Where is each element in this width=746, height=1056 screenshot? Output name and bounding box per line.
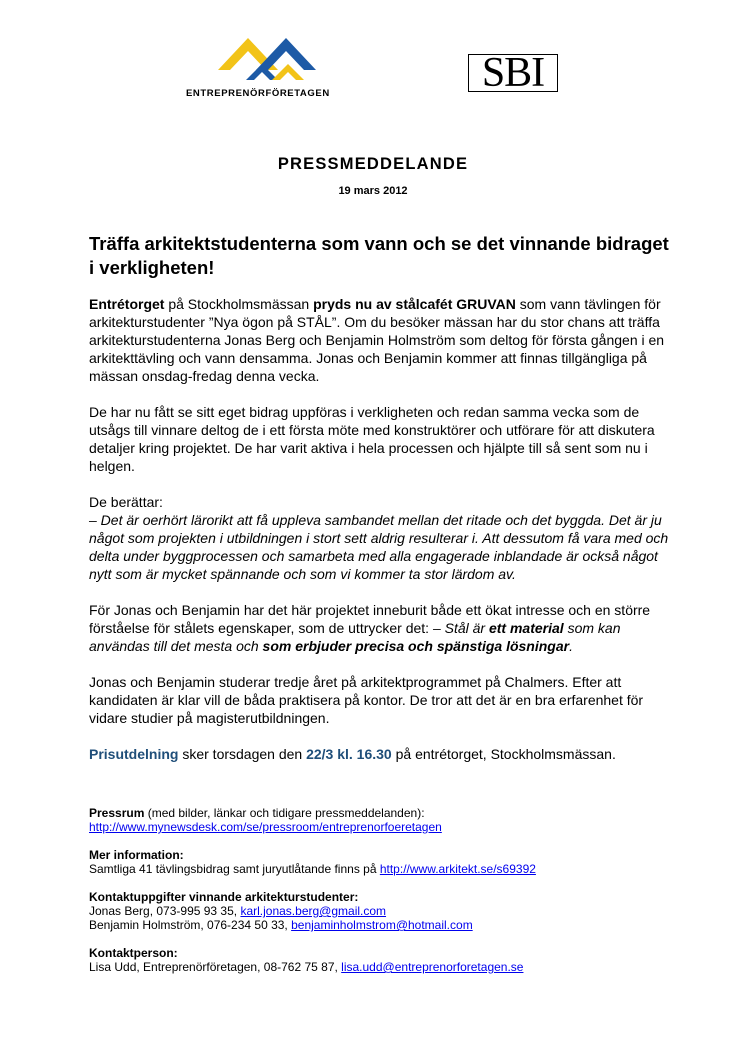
mer-information-label: Mer information: xyxy=(89,848,184,862)
arkitekt-link[interactable]: http://www.arkitekt.se/s69392 xyxy=(379,862,536,876)
prisutdelning-label: Prisutdelning xyxy=(89,746,179,762)
paragraph-6 xyxy=(89,745,669,763)
jonas-contact-text: Jonas Berg, 073-995 93 35, xyxy=(89,904,241,918)
quote-italic: – Stål är xyxy=(432,620,489,636)
quote-italic: . xyxy=(569,638,573,654)
document-type: PRESSMEDDELANDE xyxy=(277,155,469,173)
entreprenorforetagen-logo-text: ENTREPRENÖRFÖRETAGEN xyxy=(186,88,330,99)
text-span: på entrétorget, Stockholmsmässan. xyxy=(391,746,616,762)
pressrum-label: Pressrum xyxy=(89,806,145,820)
text-span: på Stockholmsmässan xyxy=(164,296,314,312)
contact-person-text: Lisa Udd, Entreprenörföretagen, 08-762 75 87, xyxy=(89,960,342,974)
paragraph-3 xyxy=(89,493,669,583)
benjamin-email-link[interactable]: benjaminholmstrom@hotmail.com xyxy=(291,918,473,932)
body-text xyxy=(89,295,669,781)
text-span: sker torsdagen den xyxy=(178,746,307,762)
quote-intro: De berättar: xyxy=(89,494,163,510)
contact-section xyxy=(89,806,669,988)
paragraph-5: Jonas och Benjamin studerar tredje året på arkitektprogrammet på Chalmers. Efter att kandidaten är klar vill de båda praktisera på kontor. De tror att det är en bra erfarenhet för vidare studier på magisterutbildningen. xyxy=(89,674,644,726)
quote-bold-italic: ett material xyxy=(488,620,564,636)
pressrum-text: (med bilder, länkar och tidigare pressmeddelanden): xyxy=(144,806,425,820)
text-span: som vann tävlingen för arkitekturstudenter ”Nya ögon på STÅL”. Om du besöker mässan har du stor chans att träffa arkitekturstudenterna Jonas Berg och Benjamin Holmström som deltog för första gången i en arkitekttävling och vann densamma. Jonas och Benjamin kommer att finnas tillgängliga på mässan onsdag-fredag denna vecka. xyxy=(89,296,665,384)
contact-person-label: Kontaktperson: xyxy=(89,946,178,960)
roof-logo-icon xyxy=(216,34,326,84)
document-date: 19 mars 2012 xyxy=(338,185,408,197)
student-contact-label: Kontaktuppgifter vinnande arkitekturstudenter: xyxy=(89,890,359,904)
pressrum-block xyxy=(89,806,669,834)
award-time: 22/3 kl. 16.30 xyxy=(306,746,392,762)
sbi-logo xyxy=(468,50,558,96)
headline: Träffa arkitektstudenterna som vann och se det vinnande bidraget i verkligheten! xyxy=(89,233,669,278)
quote-bold-italic: som erbjuder precisa och spänstiga lösningar xyxy=(262,638,570,654)
paragraph-1 xyxy=(89,295,669,385)
quote: – Det är oerhört lärorikt att få uppleva sambandet mellan det ritade och det byggda. Det är ju något som projekten i utbildningen i stort sett aldrig resulterar i. Att dessutom få vara med och delta under byggprocessen och samarbeta med alla engagerade inblandade är också något nytt som är mycket spännande och som vi kommer ta stor lärdom av. xyxy=(89,512,669,582)
entreprenorforetagen-logo xyxy=(186,34,356,100)
lisa-email-link[interactable]: lisa.udd@entreprenorforetagen.se xyxy=(341,960,524,974)
contact-person-block xyxy=(89,946,669,974)
gruvan-bold: pryds nu av stålcafét GRUVAN xyxy=(313,296,516,312)
mer-information-block xyxy=(89,848,669,876)
quote-italic: som kan användas till det mesta och xyxy=(89,620,621,654)
jonas-email-link[interactable]: karl.jonas.berg@gmail.com xyxy=(240,904,387,918)
paragraph-4 xyxy=(89,601,669,655)
sbi-logo-text: SBI xyxy=(481,50,545,96)
text-span: För Jonas och Benjamin har det här projektet inneburit både ett ökat intresse och en större förståelse för stålets egenskaper, som de uttrycker det: xyxy=(89,602,651,636)
pressroom-link[interactable]: http://www.mynewsdesk.com/se/pressroom/entreprenorfoeretagen xyxy=(89,820,442,834)
mer-information-text: Samtliga 41 tävlingsbidrag samt juryutlåtande finns på xyxy=(89,862,380,876)
entretorget-bold: Entrétorget xyxy=(89,296,165,312)
paragraph-2: De har nu fått se sitt eget bidrag uppföras i verkligheten och redan samma vecka som de utsågs till vinnare deltog de i ett första möte med konstruktörer och utförare för att diskutera detaljer kring projektet. De har varit aktiva i hela processen och hjälpte till så sent som nu i helgen. xyxy=(89,404,655,474)
student-contact-block xyxy=(89,890,669,932)
benjamin-contact-text: Benjamin Holmström, 076-234 50 33, xyxy=(89,918,292,932)
